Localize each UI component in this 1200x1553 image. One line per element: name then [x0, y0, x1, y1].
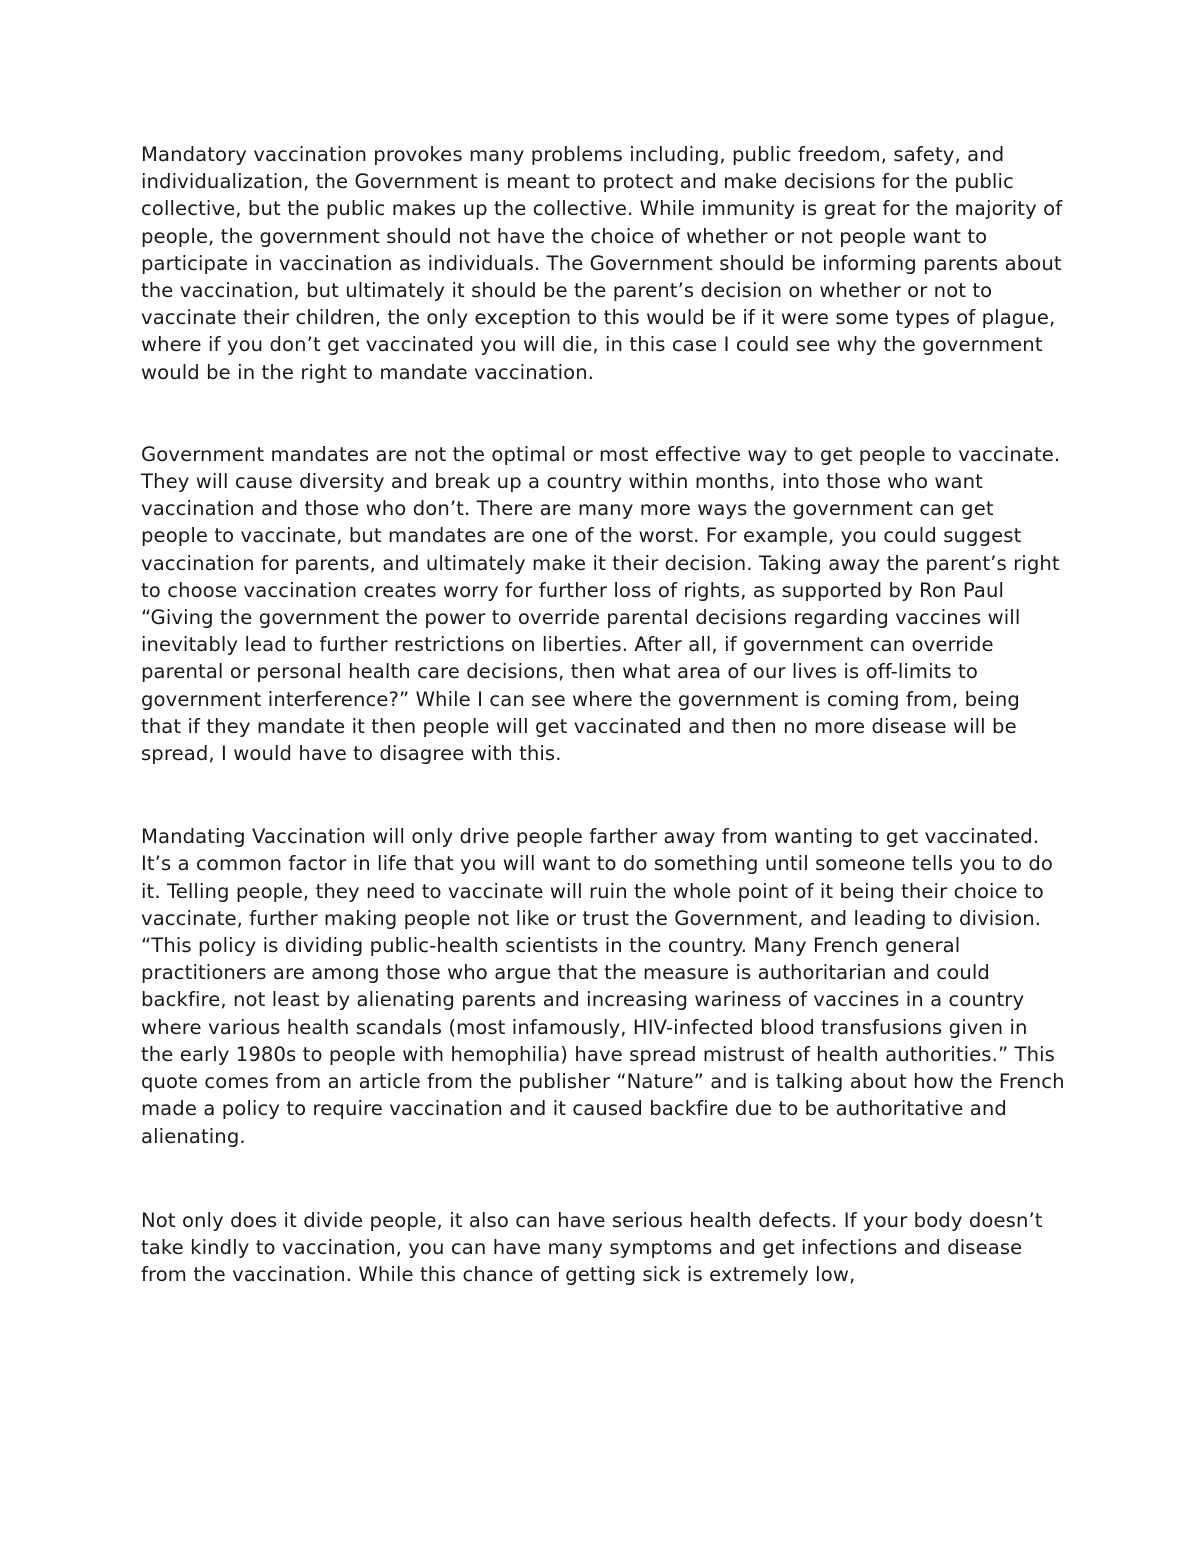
paragraph-1: Mandatory vaccination provokes many problems including, public freedom, safety, and individualization, the Government is meant to protect and make decisions for the public collective, but the public makes up the collective. While immunity is great for the majority of people, the government should not have the choice of whether or not people want to participate in vaccination as individuals. The Government should be informing parents about the vaccination, but ultimately it should be the parent’s decision on whether or not to vaccinate their children, the only exception to this would be if it were some types of plague, where if you don’t get vaccinated you will die, in this case I could see why the government would be in the right to mandate vaccination. — [141, 143, 1063, 384]
document-body — [141, 141, 1066, 1344]
paragraph-4: Not only does it divide people, it also can have serious health defects. If your body doesn’t take kindly to vaccination, you can have many symptoms and get infections and disease from the vaccination. While this chance of getting sick is extremely low, — [141, 1208, 1043, 1287]
paragraph-3: Mandating Vaccination will only drive people farther away from wanting to get vaccinated. It’s a common factor in life that you will want to do something until someone tells you to do it. Telling people, they need to vaccinate will ruin the whole point of it being their choice to vaccinate, further making people not like or trust the Government, and leading to division. “This policy is dividing public-health scientists in the country. Many French general practitioners are among those who argue that the measure is authoritarian and could backfire, not least by alienating parents and increasing wariness of vaccines in a country where various health scandals (most infamously, HIV-infected blood transfusions given in the early 1980s to people with hemophilia) have spread mistrust of health authorities.” This quote comes from an article from the publisher “Nature” and is talking about how the French made a policy to require vaccination and it caused backfire due to be authoritative and alienating. — [141, 825, 1065, 1148]
paragraph-2: Government mandates are not the optimal or most effective way to get people to vaccinate. They will cause diversity and break up a country within months, into those who want vaccination and those who don’t. There are many more ways the government can get people to vaccinate, but mandates are one of the worst. For example, you could suggest vaccination for parents, and ultimately make it their decision. Taking away the parent’s right to choose vaccination creates worry for further loss of rights, as supported by Ron Paul “Giving the government the power to override parental decisions regarding vaccines will inevitably lead to further restrictions on liberties. After all, if government can override parental or personal health care decisions, then what area of our lives is off-limits to government interference?” While I can see where the government is coming from, being that if they mandate it then people will get vaccinated and then no more disease will be spread, I would have to disagree with this. — [141, 442, 1061, 766]
